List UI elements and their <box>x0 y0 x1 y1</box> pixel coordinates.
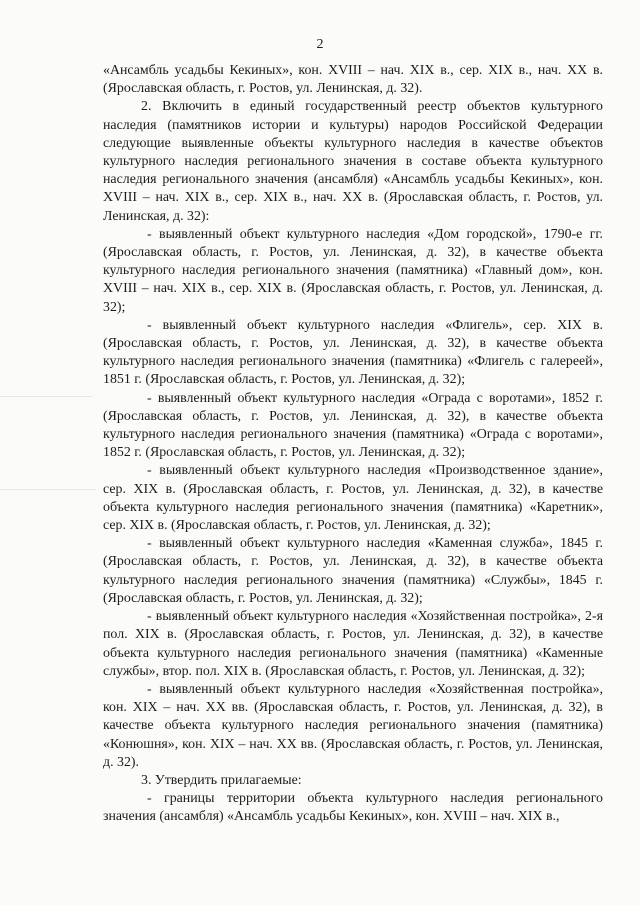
document-body <box>103 62 603 827</box>
body-paragraph: 3. Утвердить прилагаемые: <box>141 772 302 788</box>
list-item-paragraph: - выявленный объект культурного наследия «Хозяйственная постройка», кон. XIX – нач. XX вв. (Ярославская область, г. Ростов, ул. Ленинская, д. 32), в качестве объекта культурного наследия регионального значения (памятника) «Конюшня», кон. XIX – нач. XX вв. (Ярославская область, г. Ростов, ул. Ленинская, д. 32). <box>103 681 603 770</box>
list-item-paragraph: - выявленный объект культурного наследия «Ограда с воротами», 1852 г. (Ярославская область, г. Ростов, ул. Ленинская, д. 32), в качестве объекта культурного наследия регионального значения (памятника) «Ограда с воротами», 1852 г. (Ярославская область, г. Ростов, ул. Ленинская, д. 32); <box>103 390 603 461</box>
body-paragraph: 2. Включить в единый государственный реестр объектов культурного наследия (памятников истории и культуры) народов Российской Федерации следующие выявленные объекты культурного наследия в качестве объектов культурного наследия регионального значения в составе объекта культурного наследия регионального значения (ансамбля) «Ансамбль усадьбы Кекиных», кон. XVIII – нач. XIX в., сер. XIX в., нач. XX в. (Ярославская область, г. Ростов, ул. Ленинская, д. 32): <box>103 99 603 224</box>
list-item-paragraph: - выявленный объект культурного наследия «Хозяйственная постройка», 2-я пол. XIX в. (Ярославская область, г. Ростов, ул. Ленинская, д. 32), в качестве объекта культурного наследия регионального значения (памятника) «Каменные службы», втор. пол. XIX в. (Ярославская область, г. Ростов, ул. Ленинская, д. 32); <box>103 609 603 679</box>
page-number: 2 <box>316 37 324 52</box>
scan-artifact-line <box>0 489 96 490</box>
scan-artifact-line <box>0 396 92 397</box>
list-item-paragraph: - выявленный объект культурного наследия «Флигель», сер. XIX в. (Ярославская область, г. Ростов, ул. Ленинская, д. 32), в качестве объекта культурного наследия регионального значения (памятника) «Флигель с галереей», 1851 г. (Ярославская область, г. Ростов, ул. Ленинская, д. 32); <box>103 317 603 388</box>
list-item-paragraph: - границы территории объекта культурного наследия регионального значения (ансамбля) «Ансамбль усадьбы Кекиных», кон. XVIII – нач. XIX в., <box>103 791 603 825</box>
list-item-paragraph: - выявленный объект культурного наследия «Каменная служба», 1845 г. (Ярославская область, г. Ростов, ул. Ленинская, д. 32), в качестве объекта культурного наследия регионального значения (памятника) «Службы», 1845 г. (Ярославская область, г. Ростов, ул. Ленинская, д. 32); <box>103 536 603 606</box>
list-item-paragraph: - выявленный объект культурного наследия «Производственное здание», сер. XIX в. (Ярославская область, г. Ростов, ул. Ленинская, д. 32), в качестве объекта культурного наследия регионального значения (памятника) «Каретник», сер. XIX в. (Ярославская область, г. Ростов, ул. Ленинская, д. 32); <box>103 463 603 534</box>
list-item-paragraph: - выявленный объект культурного наследия «Дом городской», 1790-е гг. (Ярославская область, г. Ростов, ул. Ленинская, д. 32), в качестве объекта культурного наследия регионального значения (памятника) «Главный дом», кон. XVIII – нач. XIX в., сер. XIX в. (Ярославская область, г. Ростов, ул. Ленинская, д. 32); <box>103 226 603 315</box>
body-paragraph: «Ансамбль усадьбы Кекиных», кон. XVIII – нач. XIX в., сер. XIX в., нач. XX в. (Ярославская область, г. Ростов, ул. Ленинская, д. 32). <box>103 63 603 97</box>
